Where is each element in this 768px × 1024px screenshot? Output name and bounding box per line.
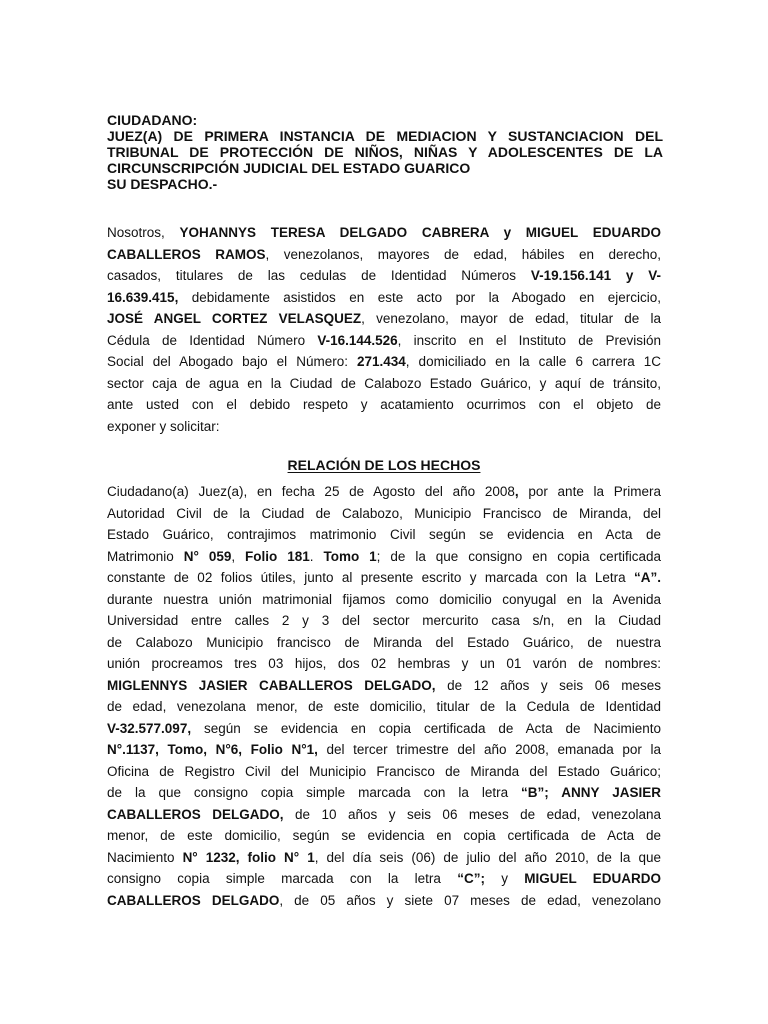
text-run: , inscrito en el Instituto de Previsión <box>397 332 661 348</box>
section-heading-text: RELACIÓN DE LOS HECHOS <box>287 457 481 473</box>
text-run: , venezolanos, mayores de edad, hábiles en derecho, <box>265 246 662 262</box>
text-run: Matrimonio <box>107 548 184 564</box>
id-number: 16.639.415, <box>107 289 179 305</box>
text-run: Cédula de Identidad Número <box>107 332 318 348</box>
text-run: , domiciliado en la calle 6 carrera 1C <box>405 354 661 369</box>
text-line <box>107 847 661 869</box>
text-line <box>107 330 661 352</box>
petitioners-names: YOHANNYS TERESA DELGADO CABRERA y MIGUEL EDUARDO <box>179 225 661 240</box>
text-line <box>107 782 661 804</box>
text-run: Nosotros, <box>107 225 180 240</box>
exhibit-letter: “C”; <box>457 871 485 886</box>
text-line: exponer y solicitar: <box>107 418 220 434</box>
text-line: Universidad entre calles 2 y 3 del sector mercurito casa s/n, en la Ciudad <box>107 613 661 628</box>
text-line: menor, de este domicilio, según se evidencia en copia certificada de Acta de <box>107 828 661 843</box>
text-line: durante nuestra unión matrimonial fijamos como domicilio conyugal en la Avenida <box>107 591 661 607</box>
text-run: constante de 02 folios útiles, junto al presente escrito y marcada con la Letra <box>107 570 634 585</box>
text-line <box>107 675 661 697</box>
act-number: N° 059 <box>183 548 232 564</box>
text-run: , del día seis (06) de julio del año 2010, de la que <box>314 849 661 865</box>
addressee-tribunal: TRIBUNAL DE PROTECCIÓN DE NIÑOS, NIÑAS Y ADOLESCENTES DE LA <box>107 144 663 160</box>
text-run: , venezolano, mayor de edad, titular de la <box>361 311 662 326</box>
act-volume: Tomo 1 <box>323 548 377 564</box>
exhibit-letter: “A”. <box>634 570 661 585</box>
text-run: según se evidencia en copia certificada de Acta de Nacimiento <box>191 720 661 736</box>
text-run: y <box>484 871 525 886</box>
text-run: ; de la que consigno en copia certificada <box>376 548 661 564</box>
section-heading <box>107 456 661 474</box>
text-line: de Calabozo Municipio francisco de Miranda del Estado Guárico, de nuestra <box>107 634 661 650</box>
text-run: Nacimiento <box>107 849 183 865</box>
text-line <box>107 804 661 826</box>
text-run: de 10 años y seis 06 meses de edad, venezolana <box>283 806 661 822</box>
text-run: , <box>514 484 519 499</box>
text-line <box>107 718 661 740</box>
child-name: MIGUEL EDUARDO <box>524 871 661 886</box>
text-run: de 12 años y seis 06 meses <box>435 677 661 693</box>
text-line <box>107 308 661 330</box>
child-name: CABALLEROS DELGADO <box>107 892 280 908</box>
id-numbers: V-19.156.141 y V- <box>530 268 661 283</box>
lawyer-id: V-16.144.526 <box>317 332 398 348</box>
text-line <box>107 890 661 912</box>
text-line: unión procreamos tres 03 hijos, dos 02 hembras y un 01 varón de nombres: <box>107 656 661 671</box>
text-line <box>107 351 661 373</box>
facts-paragraph <box>107 481 661 911</box>
text-line: Estado Guárico, contrajimos matrimonio Civil según se evidencia en Acta de <box>107 527 661 542</box>
exhibit-letter: “B”; ANNY JASIER <box>521 785 661 800</box>
addressee-block <box>107 112 663 192</box>
child-id: V-32.577.097, <box>107 720 192 736</box>
text-line <box>107 222 661 244</box>
addressee-judge: JUEZ(A) DE PRIMERA INSTANCIA DE MEDIACION Y SUSTANCIACION DEL <box>107 128 663 144</box>
text-line: Autoridad Civil de la Ciudad de Calabozo, Municipio Francisco de Miranda, del <box>107 505 661 521</box>
text-line: ante usted con el debido respeto y acatamiento ocurrimos con el objeto de <box>107 397 661 412</box>
text-line <box>107 546 661 568</box>
birth-record: N°.1137, Tomo, N°6, Folio N°1, <box>107 742 318 757</box>
text-run: casados, titulares de las cedulas de Identidad Números <box>107 268 531 283</box>
intro-paragraph <box>107 222 661 437</box>
text-run: , <box>231 548 246 564</box>
addressee-jurisdiction: CIRCUNSCRIPCIÓN JUDICIAL DEL ESTADO GUARICO <box>107 160 471 176</box>
text-line <box>107 567 661 589</box>
text-run: de la que consigno copia simple marcada con la letra <box>107 785 522 800</box>
text-run: Social del Abogado bajo el Número: <box>107 354 357 369</box>
inpreabogado-number: 271.434 <box>356 354 406 369</box>
text-line <box>107 265 661 287</box>
text-run: por ante la Primera <box>518 484 661 499</box>
addressee-salutation: CIUDADANO: <box>107 112 198 128</box>
text-line <box>107 868 661 890</box>
text-run: consigno copia simple marcada con la letra <box>107 871 458 886</box>
text-run: Ciudadano(a) Juez(a), en fecha 25 de Agosto del año 2008 <box>107 484 515 499</box>
addressee-office: SU DESPACHO.- <box>107 176 218 192</box>
text-line: sector caja de agua en la Ciudad de Calabozo Estado Guárico, y aquí de tránsito, <box>107 375 661 391</box>
birth-record: N° 1232, folio N° 1 <box>182 849 315 865</box>
petitioner-surname: CABALLEROS RAMOS <box>107 246 266 262</box>
text-line <box>107 739 661 761</box>
text-line <box>107 481 661 503</box>
child-name: MIGLENNYS JASIER CABALLEROS DELGADO, <box>107 677 436 693</box>
text-line <box>107 287 661 309</box>
lawyer-name: JOSÉ ANGEL CORTEZ VELASQUEZ <box>107 311 362 326</box>
child-name: CABALLEROS DELGADO, <box>107 806 284 822</box>
text-run: del tercer trimestre del año 2008, emanada por la <box>317 742 661 757</box>
act-folio: Folio 181 <box>245 548 310 564</box>
text-run: . <box>309 548 324 564</box>
text-line: Oficina de Registro Civil del Municipio Francisco de Miranda del Estado Guárico; <box>107 763 661 779</box>
text-line: de edad, venezolana menor, de este domicilio, titular de la Cedula de Identidad <box>107 699 661 714</box>
text-run: debidamente asistidos en este acto por la Abogado en ejercicio, <box>178 289 661 305</box>
text-line <box>107 244 661 266</box>
text-run: , de 05 años y siete 07 meses de edad, venezolano <box>279 892 662 908</box>
